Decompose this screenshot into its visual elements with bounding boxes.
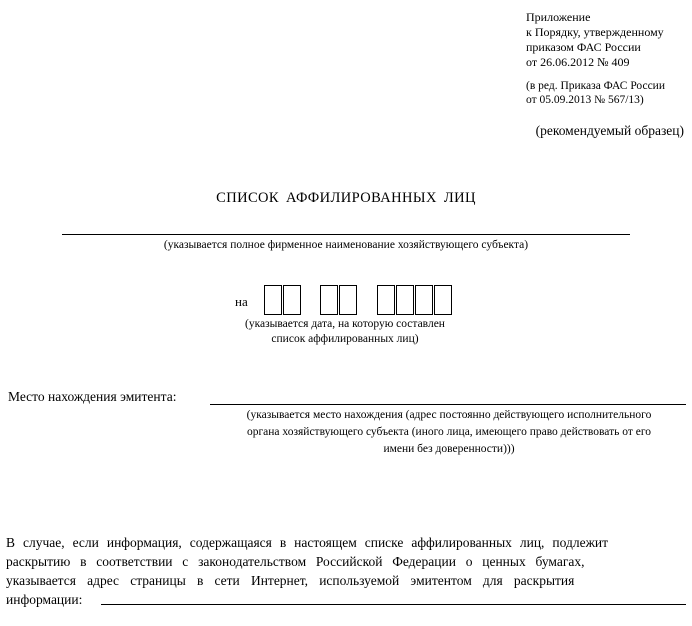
date-hint-line: (указывается дата, на которую составлен (245, 318, 445, 330)
appendix-line: приказом ФАС России (526, 40, 641, 54)
date-year-cell[interactable] (434, 285, 452, 315)
disclosure-line: В случае, если информация, содержащаяся в настоящем списке аффилированных лиц, подлежит (6, 535, 609, 550)
appendix-reference (526, 10, 665, 107)
date-day-cell[interactable] (283, 285, 301, 315)
disclosure-line: указывается адрес страницы в сети Интернет, используемой эмитентом для раскрытия (6, 573, 575, 588)
date-year-cell[interactable] (415, 285, 433, 315)
date-label: на (235, 294, 248, 309)
appendix-line: к Порядку, утвержденному (526, 25, 664, 39)
disclosure-line: раскрытию в соответствии с законодательством Российской Федерации о ценных бумагах, (6, 554, 585, 569)
location-hint-line: органа хозяйствующего субъекта (иного лица, имеющего право действовать от его (246, 426, 652, 438)
revision-line: (в ред. Приказа ФАС России (526, 80, 665, 92)
location-hint (210, 407, 688, 458)
location-field-line[interactable] (210, 404, 686, 405)
date-hint (200, 317, 490, 347)
disclosure-paragraph (6, 533, 686, 609)
entity-name-hint: (указывается полное фирменное наименование хозяйствующего субъекта) (163, 239, 529, 251)
date-month-cell[interactable] (320, 285, 338, 315)
revision-line: от 05.09.2013 № 567/13) (526, 94, 644, 106)
date-hint-line: список аффилированных лиц) (271, 333, 419, 345)
location-label: Место нахождения эмитента: (8, 389, 177, 404)
recommended-sample-label: (рекомендуемый образец) (535, 123, 684, 138)
internet-address-field-line[interactable] (101, 604, 686, 605)
disclosure-line-last: информации: (6, 592, 83, 607)
date-year-cell[interactable] (396, 285, 414, 315)
document-title: СПИСОК АФФИЛИРОВАННЫХ ЛИЦ (216, 190, 476, 206)
location-hint-line: (указывается место нахождения (адрес постоянно действующего исполнительного (246, 409, 652, 421)
date-month-cell[interactable] (339, 285, 357, 315)
date-day-cell[interactable] (264, 285, 282, 315)
location-hint-line: имени без доверенности))) (383, 443, 515, 455)
appendix-line: Приложение (526, 10, 591, 24)
appendix-line: от 26.06.2012 № 409 (526, 55, 630, 69)
entity-name-field-line[interactable] (62, 234, 630, 235)
date-year-cell[interactable] (377, 285, 395, 315)
